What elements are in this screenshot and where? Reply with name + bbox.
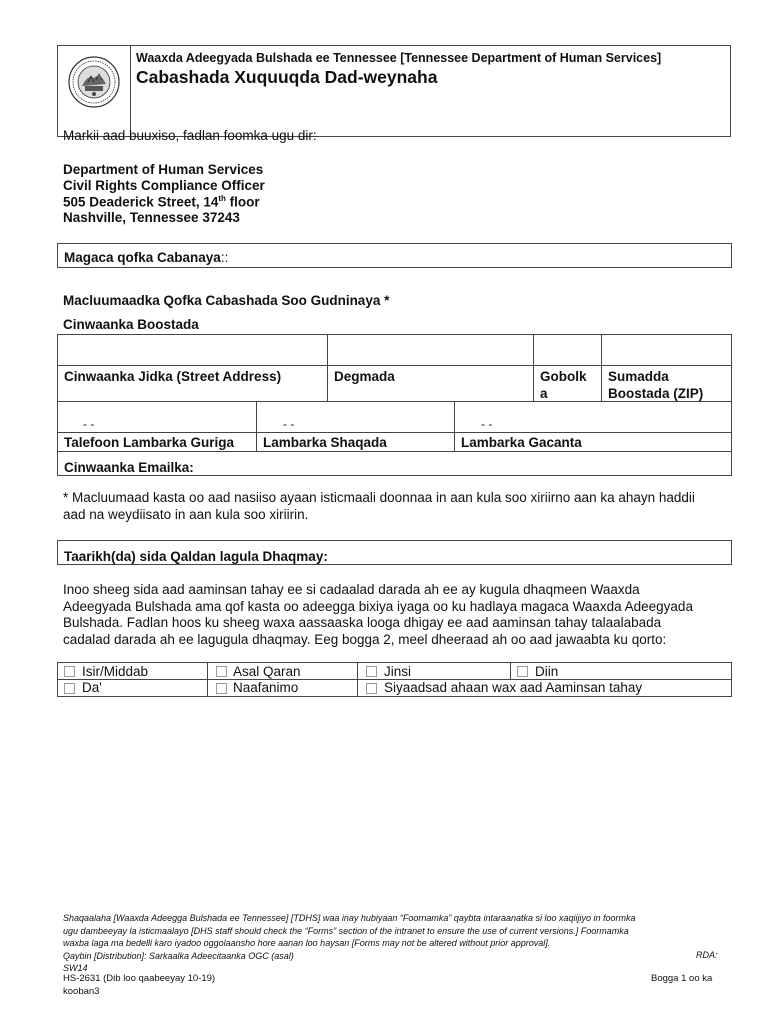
disability-label: Naafanimo	[233, 680, 299, 695]
email-input[interactable]	[193, 452, 731, 475]
sex-label: Jinsi	[384, 664, 412, 679]
mailing-address-label: Cinwaanka Boostada	[63, 317, 199, 332]
sex-checkbox[interactable]	[366, 666, 377, 677]
contact-section-title: Macluumaadka Qofka Cabashada Soo Gudninaya *	[63, 293, 390, 308]
logo-cell	[58, 46, 131, 136]
zip-input[interactable]	[602, 335, 731, 365]
work-phone-label: Lambarka Shaqada	[263, 435, 387, 450]
age-label: Da'	[82, 680, 102, 695]
incident-dates-label: Taarikh(da) sida Qaldan lagula Dhaqmay:	[64, 549, 328, 564]
footer-sw: SW14	[63, 963, 88, 973]
complainant-name-field[interactable]	[57, 243, 732, 268]
city-label: Degmada	[334, 369, 395, 384]
address-line-4: Nashville, Tennessee 37243	[63, 210, 240, 225]
work-phone-input[interactable]: - -	[283, 417, 295, 431]
contact-table	[57, 334, 732, 476]
page-number: Bogga 1 oo ka	[651, 973, 713, 984]
address-line-3: 505 Deaderick Street, 14th floor	[63, 194, 260, 210]
age-checkbox[interactable]	[64, 683, 75, 694]
footer-disclaimer: Shaqaalaha [Waaxda Adeegga Bulshada ee Tennessee] [TDHS] waa inay hubiyaan “Foornamka” qaybta intaraanatka si loo xaqiijiyo in foormka ugu dambeeyay la isticmaalayo [DHS staff should check the “Forms” section of the intranet to ensure the use of current versions.] Foormamka waxba laga ma bedelli karo iyadoo oggolaansho hore aanan loo haysan [Forms may not be altered without prior approval]. Qaybin [Distribution]: Sarkaalka Adeecitaanka OGC (asal) SW14	[63, 912, 723, 975]
state-input[interactable]	[534, 335, 600, 365]
city-input[interactable]	[328, 335, 532, 365]
race-checkbox[interactable]	[64, 666, 75, 677]
street-address-input[interactable]	[58, 335, 326, 365]
form-title: Cabashada Xuquuqda Dad-weynaha	[136, 67, 438, 87]
zip-label: Sumadda Boostada (ZIP)	[608, 369, 704, 401]
incident-dates-field[interactable]	[57, 540, 732, 565]
political-belief-checkbox[interactable]	[366, 683, 377, 694]
national-origin-label: Asal Qaran	[233, 664, 301, 679]
footer-rda: RDA:	[696, 950, 718, 960]
political-belief-label: Siyaadsad ahaan wax aad Aaminsan tahay	[384, 680, 643, 695]
religion-label: Diin	[535, 664, 559, 679]
intro-text: Markii aad buuxiso, fadlan foomka ugu dir:	[63, 128, 317, 143]
page-total: kooban3	[63, 986, 100, 997]
form-number: HS-2631 (Dib loo qaabeeyay 10-19)	[63, 973, 216, 984]
religion-checkbox[interactable]	[517, 666, 528, 677]
home-phone-label: Talefoon Lambarka Guriga	[64, 435, 235, 450]
state-label: Gobolk a	[540, 369, 587, 401]
street-address-label: Cinwaanka Jidka (Street Address)	[64, 369, 282, 384]
basis-checkbox-table	[57, 662, 732, 697]
national-origin-checkbox[interactable]	[216, 666, 227, 677]
address-line-2: Civil Rights Compliance Officer	[63, 178, 265, 193]
agency-name: Waaxda Adeegyada Bulshada ee Tennessee [Tennessee Department of Human Services]	[136, 51, 662, 65]
home-phone-input[interactable]: - -	[83, 417, 95, 431]
instructions-paragraph: Inoo sheeg sida aad aaminsan tahay ee si cadaalad darada ah ee ay kugula dhaqmeen Waaxda Adeegyada Bulshada ama qof kasta oo adeegga bixiya iyaga oo ku hadlaya magaca Waaxda Adeegyada Bulshada. Fadlan hoos ku sheeg waxa aassaaska looga dhigay ee aad aaminsan tahay talaalabada cadalad darada ah ee lagugula dhaqmay. Eeg bogga 2, meel dheeraad ah oo aad jawaabta ku qorto:	[63, 582, 693, 647]
form-header	[57, 45, 731, 137]
address-line-1: Department of Human Services	[63, 162, 264, 177]
contact-note: * Macluumaad kasta oo aad nasiiso ayaan isticmaali doonnaa in aan kula soo xiriirno aan ka ahayn haddii aad na weydiisato in aan kula soo xiriirin.	[63, 490, 695, 522]
cell-phone-input[interactable]: - -	[481, 417, 493, 431]
email-label: Cinwaanka Emailka:	[64, 460, 194, 475]
complainant-name-label: Magaca qofka Cabanaya::	[64, 250, 229, 265]
tennessee-seal-icon	[68, 56, 120, 108]
cell-phone-label: Lambarka Gacanta	[461, 435, 582, 450]
disability-checkbox[interactable]	[216, 683, 227, 694]
race-label: Isir/Middab	[82, 664, 149, 679]
